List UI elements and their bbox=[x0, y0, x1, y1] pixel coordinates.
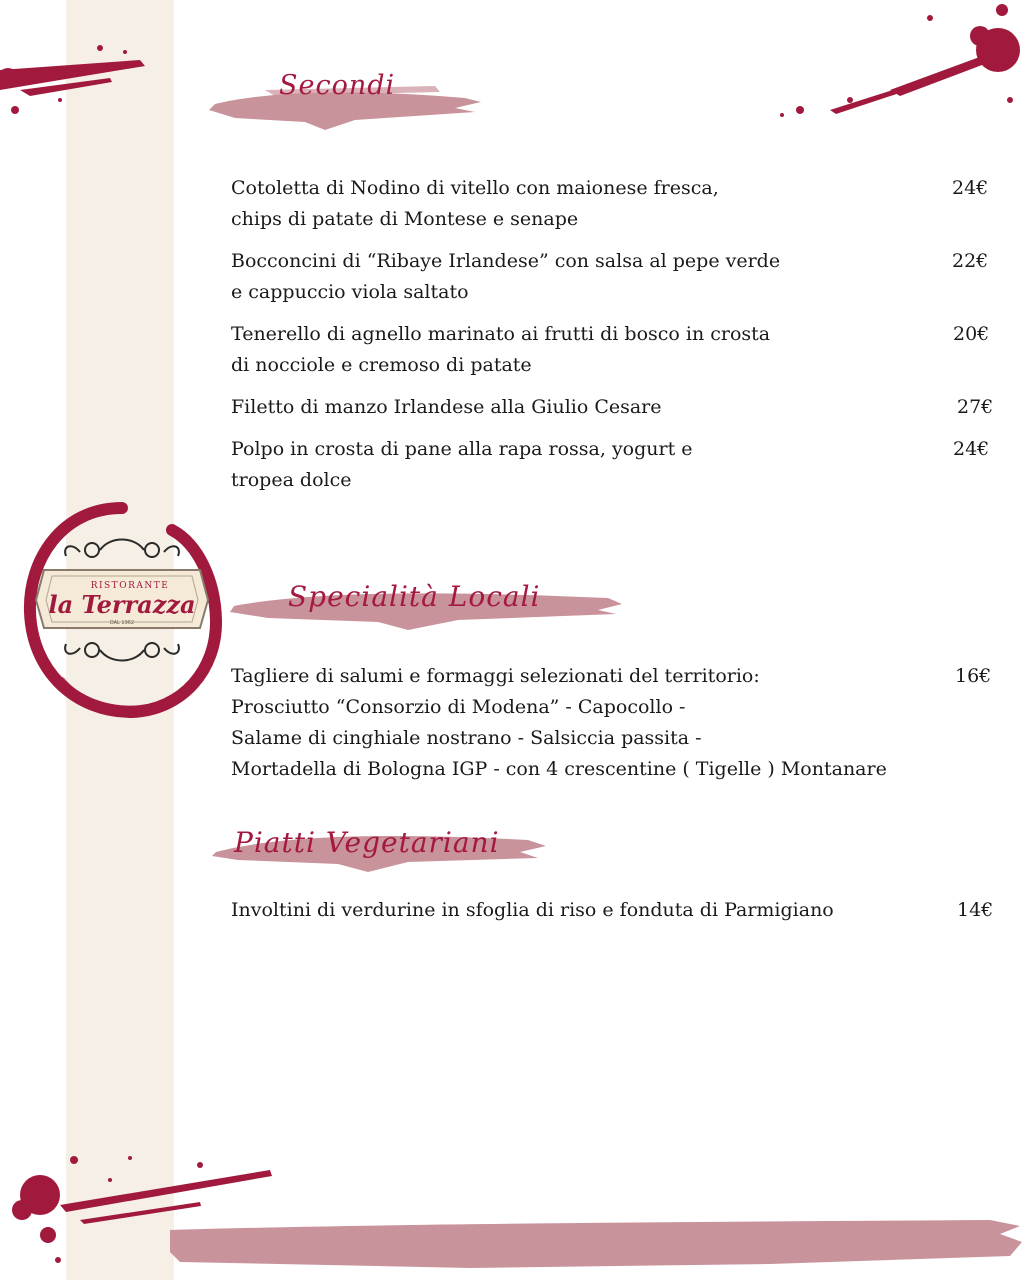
section-header-secondi bbox=[205, 62, 485, 134]
item-price: 27€ bbox=[957, 396, 994, 418]
item-description: Cotoletta di Nodino di vitello con maionese fresca, chips di patate di Montese e senape bbox=[231, 177, 719, 230]
item-description: Tagliere di salumi e formaggi selezionati del territorio: Prosciutto “Consorzio di Modena” - Capocollo - Salame di cinghiale nostrano - Salsiccia passita - Mortadella di Bologna IGP - con 4 crescentine ( Tigelle ) Montanare bbox=[231, 665, 887, 780]
restaurant-logo bbox=[22, 500, 222, 720]
section-title: Specialità Locali bbox=[288, 580, 541, 613]
logo-name: la Terrazza bbox=[48, 590, 196, 619]
item-price: 16€ bbox=[955, 665, 992, 687]
menu-item bbox=[231, 434, 991, 496]
menu-item bbox=[231, 319, 991, 381]
item-description: Polpo in crosta di pane alla rapa rossa, yogurt e tropea dolce bbox=[231, 438, 693, 491]
menu-item bbox=[231, 392, 994, 423]
menu-item bbox=[231, 661, 991, 785]
item-price: 14€ bbox=[957, 899, 994, 921]
item-price: 20€ bbox=[953, 323, 990, 345]
item-price: 24€ bbox=[952, 177, 989, 199]
section-header-specialita-locali bbox=[228, 572, 628, 636]
paint-splatter-top-left bbox=[0, 30, 150, 120]
menu-item bbox=[231, 246, 991, 308]
item-description: Tenerello di agnello marinato ai frutti di bosco in crosta di nocciole e cremoso di patate bbox=[231, 323, 771, 376]
menu-item bbox=[231, 895, 994, 926]
item-description: Bocconcini di “Ribaye Irlandese” con salsa al pepe verde e cappuccio viola saltato bbox=[231, 250, 781, 303]
item-description: Filetto di manzo Irlandese alla Giulio Cesare bbox=[231, 396, 662, 418]
item-price: 24€ bbox=[953, 438, 990, 460]
item-price: 22€ bbox=[952, 250, 989, 272]
section-header-piatti-vegetariani bbox=[208, 812, 553, 878]
logo-top-text: RISTORANTE bbox=[90, 581, 170, 591]
item-description: Involtini di verdurine in sfoglia di riso e fonduta di Parmigiano bbox=[231, 899, 834, 921]
bottom-brush-stroke bbox=[170, 1212, 1024, 1276]
paint-splatter-top-right bbox=[770, 0, 1024, 130]
logo-est: DAL 1962 bbox=[109, 620, 135, 626]
section-title: Piatti Vegetariani bbox=[234, 826, 500, 859]
section-title: Secondi bbox=[279, 70, 396, 101]
menu-item bbox=[231, 173, 991, 235]
